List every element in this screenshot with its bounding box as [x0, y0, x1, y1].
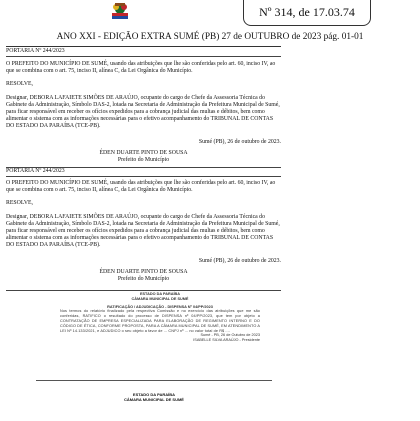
notice-chamber: CÂMARA MUNICIPAL DE SUMÉ	[131, 296, 189, 301]
portaria-2-para1: O PREFEITO DO MUNICÍPIO DE SUMÉ, usando das atribuições que lhe são conferidas pelo art. 60, inciso IV, ao que se combina com o art. 75, inciso II, alínea C, da Lei Orgânica do Município.	[6, 180, 276, 194]
portaria-2-signer: ÉDEN DUARTE PINTO DE SOUSA	[99, 268, 188, 275]
portaria-1-role: Prefeito do Município	[117, 157, 170, 164]
portaria-2	[6, 168, 281, 175]
portaria-1-body	[6, 61, 281, 164]
notice-signer: ISABELLE SILVA ARAÚJO - Presidente	[193, 338, 260, 343]
portaria-1-para2: Designar, DEBORA LAFAIETE SIMÕES DE ARAÚJO, ocupante do cargo de Chefe da Assessoria Técnica do Gabinete da Administração, Símbolo DAS-2, lotada na Secretaria de Administração da Prefeitura Municipal de Sumé, para ficar responsável em receber os ofícios expedidos para a cobrança judicial das multas e débitos, bem como alimentar o sistema com as informações necessárias para o efetivo acompanhamento do TRIBUNAL DE CONTAS DO ESTADO DA PARAÍBA (TCE-PB).	[6, 94, 280, 130]
notice-bottom-state: ESTADO DA PARAÍBA	[132, 392, 176, 397]
portaria-2-para2: Designar, DEBORA LAFAIETE SIMÕES DE ARAÚJO, ocupante do cargo de Chefe da Assessoria Técnica do Gabinete da Administração, Símbolo DAS-2, lotada na Secretaria de Administração da Prefeitura Municipal de Sumé, para ficar responsável em receber os ofícios expedidos para a cobrança judicial das multas e débitos, bem como alimentar o sistema com as informações necessárias para o efetivo acompanhamento do TRIBUNAL DE CONTAS DO ESTADO DA PARAÍBA (TCE-PB).	[6, 213, 280, 249]
portaria-2-title: PORTARIA Nº 244/2023	[6, 168, 65, 174]
portaria-1-para1: O PREFEITO DO MUNICÍPIO DE SUMÉ, usando das atribuições que lhe são conferidas pelo art. 60, inciso IV, ao que se combina com o art. 75, inciso II, alínea C, da Lei Orgânica do Município.	[6, 61, 276, 75]
chamber-notice	[60, 292, 260, 362]
divider	[6, 56, 281, 57]
coat-of-arms-logo	[94, 2, 146, 22]
portaria-1-title: PORTARIA Nº 244/2023	[6, 48, 65, 54]
portaria-1-resolve: RESOLVE,	[6, 81, 34, 88]
edition-divider	[6, 46, 281, 47]
notice-state: ESTADO DA PARAÍBA	[139, 292, 180, 296]
portaria-1-signer: ÉDEN DUARTE PINTO DE SOUSA	[99, 149, 188, 156]
notice-date: Sumé - PB, 26 de Outubro de 2023	[200, 333, 260, 338]
edition-line: ANO XXI - EDIÇÃO EXTRA SUMÉ (PB) 27 de OUTUBRO de 2023 pág. 01-01	[56, 32, 364, 42]
portaria-2-date: Sumé (PB), 26 de outubro de 2023.	[198, 257, 281, 264]
portaria-1-date: Sumé (PB), 26 de outubro de 2023.	[198, 138, 281, 145]
portaria-2-role: Prefeito do Município	[117, 276, 170, 283]
notice-body: Nos termos do relatório finalizado pela respectiva Comissão e no exercício das atribuições que me são conferidas, RATIFICO o resultado do processo de DISPENSA nº 04/PP/2023, que tem por objeto a CONTRATAÇÃO DE EMPRESA ESPECIALIZADA PARA ELABORAÇÃO DE REGIMENTO INTERNO E DO CÓDIGO DE ÉTICA, CONFORME PROPOSTA, PARA A CÂMARA MUNICIPAL DE SUMÉ, EM ATENDIMENTO A LEI Nº 14.133/2021, e ADJUDICO o seu objeto a favor de ... CNPJ nº ... no valor total de R$ ....	[60, 309, 260, 333]
portaria-2-body	[6, 180, 281, 283]
portaria-2-resolve: RESOLVE,	[6, 200, 34, 207]
notice-title: RATIFICAÇÃO / ADJUDICAÇÃO - DISPENSA Nº 04/PP/2023	[107, 304, 213, 309]
divider	[6, 176, 281, 177]
divider	[6, 290, 281, 291]
law-number: Nº 314, de 17.03.74	[259, 5, 355, 19]
notice-bottom	[36, 392, 272, 402]
notice-bottom-chamber: CÂMARA MUNICIPAL DE SUMÉ	[124, 397, 184, 402]
law-number-box	[243, 0, 371, 26]
portaria-1	[6, 48, 281, 55]
